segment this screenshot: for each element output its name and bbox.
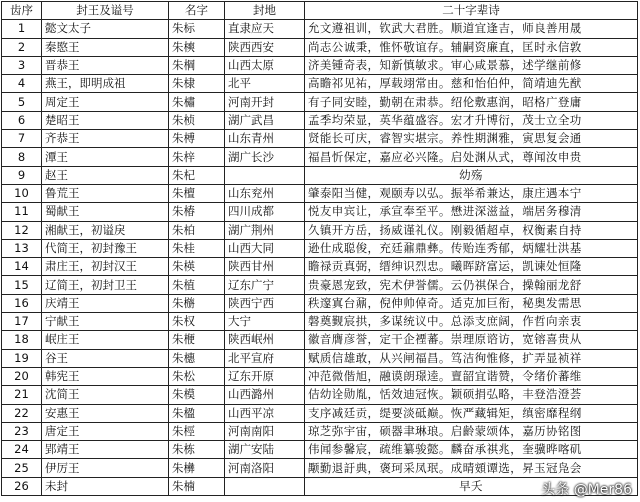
header-fief: 封地 bbox=[225, 2, 305, 20]
header-title: 封王及谥号 bbox=[42, 2, 169, 20]
cell-title: 燕王，即明成祖 bbox=[42, 75, 169, 93]
cell-order: 13 bbox=[2, 239, 42, 257]
cell-order: 23 bbox=[2, 422, 42, 440]
table-row bbox=[2, 148, 638, 166]
table-row bbox=[2, 349, 638, 367]
cell-title: 沈简王 bbox=[42, 386, 169, 404]
cell-fief: 辽东开原 bbox=[225, 367, 305, 385]
cell-title: 辽简王，初封卫王 bbox=[42, 276, 169, 294]
table-row bbox=[2, 184, 638, 202]
cell-name: 朱椿 bbox=[169, 203, 225, 221]
cell-fief: 山东青州 bbox=[225, 130, 305, 148]
table-row bbox=[2, 404, 638, 422]
cell-order: 7 bbox=[2, 130, 42, 148]
cell-name: 朱桢 bbox=[169, 111, 225, 129]
cell-name: 朱橞 bbox=[169, 349, 225, 367]
cell-order: 5 bbox=[2, 93, 42, 111]
cell-name: 朱橚 bbox=[169, 93, 225, 111]
cell-fief: 河南开封 bbox=[225, 93, 305, 111]
cell-order: 1 bbox=[2, 20, 42, 38]
cell-name: 朱模 bbox=[169, 386, 225, 404]
cell-order: 11 bbox=[2, 203, 42, 221]
cell-title: 未封 bbox=[42, 477, 169, 495]
cell-order: 12 bbox=[2, 221, 42, 239]
cell-name: 朱棣 bbox=[169, 75, 225, 93]
cell-name: 朱楠 bbox=[169, 477, 225, 495]
header-order: 齿序 bbox=[2, 2, 42, 20]
cell-name: 朱标 bbox=[169, 20, 225, 38]
cell-poem: 赋质信雄敢，从兴闸福昌。笃洁徇惟修，扩弄显祯祥 bbox=[305, 349, 638, 367]
cell-name: 朱植 bbox=[169, 276, 225, 294]
cell-order: 24 bbox=[2, 441, 42, 459]
cell-fief: 山东兖州 bbox=[225, 184, 305, 202]
table-row bbox=[2, 20, 638, 38]
cell-poem: 高瞻祁见祐，厚载翊常由。慈和怡伯仲，简靖迪先猷 bbox=[305, 75, 638, 93]
cell-order: 18 bbox=[2, 331, 42, 349]
table-row bbox=[2, 221, 638, 239]
cell-order: 16 bbox=[2, 294, 42, 312]
cell-title: 晋恭王 bbox=[42, 56, 169, 74]
cell-order: 15 bbox=[2, 276, 42, 294]
cell-poem: 贤能长可庆，睿智实堪宗。养性期渊雅，寅思复会通 bbox=[305, 130, 638, 148]
cell-poem: 肇泰阳当健，观颐寿以弘。振举希兼达，康庄遇本宁 bbox=[305, 184, 638, 202]
cell-fief: 湖广长沙 bbox=[225, 148, 305, 166]
table-row bbox=[2, 111, 638, 129]
cell-poem: 瞻禄贡真弼，缙绅识烈忠。曦晖跻富运，凯谏处恒隆 bbox=[305, 258, 638, 276]
cell-name: 朱桱 bbox=[169, 422, 225, 440]
cell-fief: 直隶应天 bbox=[225, 20, 305, 38]
cell-order: 6 bbox=[2, 111, 42, 129]
cell-poem: 悦友申宾让，承宣奉至平。懋进深滋益，端居务穆清 bbox=[305, 203, 638, 221]
cell-fief: 河南南阳 bbox=[225, 422, 305, 440]
cell-name: 朱杞 bbox=[169, 166, 225, 184]
cell-fief: 山西潞州 bbox=[225, 386, 305, 404]
cell-title: 赵王 bbox=[42, 166, 169, 184]
cell-poem: 冲范微偕旭，融谟朗璟逵。亶韶宜谐赞，令绪价蕃维 bbox=[305, 367, 638, 385]
cell-order: 22 bbox=[2, 404, 42, 422]
cell-fief: 北平宣府 bbox=[225, 349, 305, 367]
cell-title: 鲁荒王 bbox=[42, 184, 169, 202]
cell-order: 10 bbox=[2, 184, 42, 202]
cell-title: 秦愍王 bbox=[42, 38, 169, 56]
table-row bbox=[2, 386, 638, 404]
cell-poem: 福昌忻保定，嘉应必兴隆。启处渊从式，尊闻汝申贵 bbox=[305, 148, 638, 166]
cell-name: 朱棡 bbox=[169, 56, 225, 74]
cell-order: 2 bbox=[2, 38, 42, 56]
cell-order: 14 bbox=[2, 258, 42, 276]
cell-poem: 允文遵祖训，钦武大君胜。顺道宜逢吉，师良善用晟 bbox=[305, 20, 638, 38]
cell-title: 肃庄王，初封汉王 bbox=[42, 258, 169, 276]
cell-order: 9 bbox=[2, 166, 42, 184]
cell-order: 20 bbox=[2, 367, 42, 385]
cell-fief: 四川成都 bbox=[225, 203, 305, 221]
cell-title: 伊厉王 bbox=[42, 459, 169, 477]
cell-name: 朱榑 bbox=[169, 130, 225, 148]
cell-title: 湘献王，初谥戾 bbox=[42, 221, 169, 239]
cell-fief: 大宁 bbox=[225, 313, 305, 331]
cell-title: 齐恭王 bbox=[42, 130, 169, 148]
table-row bbox=[2, 38, 638, 56]
cell-title: 谷王 bbox=[42, 349, 169, 367]
cell-fief: 湖广荆州 bbox=[225, 221, 305, 239]
cell-title: 郢靖王 bbox=[42, 441, 169, 459]
table-row bbox=[2, 258, 638, 276]
cell-order: 25 bbox=[2, 459, 42, 477]
table-row bbox=[2, 93, 638, 111]
cell-poem: 逊仕成聪俊，充廷鼐鼎彝。传贻连秀郁，炳耀壮洪基 bbox=[305, 239, 638, 257]
table-row bbox=[2, 313, 638, 331]
cell-title: 蜀献王 bbox=[42, 203, 169, 221]
cell-poem: 尚志公诚秉，惟怀敬谊存。辅嗣资廉直，匡时永信敦 bbox=[305, 38, 638, 56]
cell-title: 安惠王 bbox=[42, 404, 169, 422]
cell-name: 朱㰘 bbox=[169, 459, 225, 477]
watermark: 头条 @Mer86 bbox=[541, 482, 632, 498]
cell-fief: 辽东广宁 bbox=[225, 276, 305, 294]
cell-fief: 北平 bbox=[225, 75, 305, 93]
table-row bbox=[2, 294, 638, 312]
cell-title: 庆靖王 bbox=[42, 294, 169, 312]
cell-poem: 伟闻参馨宸，疏维纂骏懿。麟奋承祺兆，奎骥晔喀矶 bbox=[305, 441, 638, 459]
cell-order: 26 bbox=[2, 477, 42, 495]
cell-order: 21 bbox=[2, 386, 42, 404]
cell-poem: 贵豪恩宠致，宪术伊誉儒。云仍祺保合，操翰丽龙舒 bbox=[305, 276, 638, 294]
cell-fief: 湖广安陆 bbox=[225, 441, 305, 459]
cell-fief bbox=[225, 166, 305, 184]
cell-fief: 山西平凉 bbox=[225, 404, 305, 422]
cell-fief: 湖广武昌 bbox=[225, 111, 305, 129]
cell-name: 朱权 bbox=[169, 313, 225, 331]
cell-name: 朱㮵 bbox=[169, 294, 225, 312]
cell-fief: 陕西宁西 bbox=[225, 294, 305, 312]
cell-order: 19 bbox=[2, 349, 42, 367]
table-row bbox=[2, 166, 638, 184]
cell-title: 懿文太子 bbox=[42, 20, 169, 38]
cell-title: 代简王，初封豫王 bbox=[42, 239, 169, 257]
cell-poem: 有子同安睦，勤朝在肃恭。绍伦敷惠润，昭格广登庸 bbox=[305, 93, 638, 111]
cell-fief: 陕西甘州 bbox=[225, 258, 305, 276]
cell-title: 楚昭王 bbox=[42, 111, 169, 129]
cell-poem: 久镇开方岳，扬威谨礼仪。刚毅循超卓，权衡素自持 bbox=[305, 221, 638, 239]
cell-name: 朱桂 bbox=[169, 239, 225, 257]
cell-fief: 山西太原 bbox=[225, 56, 305, 74]
cell-name: 朱楹 bbox=[169, 404, 225, 422]
cell-name: 朱柏 bbox=[169, 221, 225, 239]
cell-poem: 济美锺奇表，知新慎敏求。审心咸景慕，述学继前修 bbox=[305, 56, 638, 74]
cell-fief: 陕西西安 bbox=[225, 38, 305, 56]
cell-fief: 河南洛阳 bbox=[225, 459, 305, 477]
cell-title: 周定王 bbox=[42, 93, 169, 111]
table-row bbox=[2, 56, 638, 74]
cell-poem: 秩邃寘台鼐，倪伸帅倬奇。适克加巨衔，秘奥发需思 bbox=[305, 294, 638, 312]
table-row bbox=[2, 441, 638, 459]
cell-name: 朱梓 bbox=[169, 148, 225, 166]
header-poem: 二十字辈诗 bbox=[305, 2, 638, 20]
cell-name: 朱檀 bbox=[169, 184, 225, 202]
table-row bbox=[2, 276, 638, 294]
cell-poem: 徽音膺彦誉，定干企禋蕃。崇理原谘访，宽镕喜贵从 bbox=[305, 331, 638, 349]
cell-title: 宁献王 bbox=[42, 313, 169, 331]
princes-table bbox=[1, 1, 638, 496]
table-row bbox=[2, 459, 638, 477]
cell-name: 朱楩 bbox=[169, 331, 225, 349]
table-row bbox=[2, 422, 638, 440]
table-row bbox=[2, 75, 638, 93]
cell-poem: 支序减廷贡，缇要淡砥巅。恢严藏辑矩，缜密靡程纲 bbox=[305, 404, 638, 422]
header-name: 名字 bbox=[169, 2, 225, 20]
cell-order: 17 bbox=[2, 313, 42, 331]
cell-name: 朱樉 bbox=[169, 38, 225, 56]
cell-poem: 颙勤退訏典，褒珂采凤珉。成晴頞谭选，昇玉冠凫会 bbox=[305, 459, 638, 477]
table-row bbox=[2, 239, 638, 257]
cell-order: 8 bbox=[2, 148, 42, 166]
cell-poem: 幼殇 bbox=[305, 166, 638, 184]
cell-poem: 琼芝弥宇宙，硕器聿琳琅。启齡蒙颂体，嘉历协铭图 bbox=[305, 422, 638, 440]
cell-title: 韩宪王 bbox=[42, 367, 169, 385]
table-header-row bbox=[2, 2, 638, 20]
cell-order: 4 bbox=[2, 75, 42, 93]
cell-poem: 孟季均荣显，英华蕴盛容。宏才升博衍，茂士立全功 bbox=[305, 111, 638, 129]
cell-title: 岷庄王 bbox=[42, 331, 169, 349]
cell-name: 朱松 bbox=[169, 367, 225, 385]
table-row bbox=[2, 331, 638, 349]
cell-fief: 山西大同 bbox=[225, 239, 305, 257]
cell-title: 潭王 bbox=[42, 148, 169, 166]
cell-fief: 陕西岷州 bbox=[225, 331, 305, 349]
cell-poem: 早夭 bbox=[305, 477, 638, 495]
cell-name: 朱楧 bbox=[169, 258, 225, 276]
cell-poem: 佶幼诠勋胤，恬效迪冠恢。颖硕捐弘略，丰登浩澄荟 bbox=[305, 386, 638, 404]
table-row bbox=[2, 130, 638, 148]
cell-title: 唐定王 bbox=[42, 422, 169, 440]
cell-order: 3 bbox=[2, 56, 42, 74]
cell-fief bbox=[225, 477, 305, 495]
table-row bbox=[2, 203, 638, 221]
cell-poem: 磐奠觐宸拱，多谋统议中。总添支庶阔，作哲向亲衷 bbox=[305, 313, 638, 331]
table-row bbox=[2, 367, 638, 385]
cell-name: 朱栋 bbox=[169, 441, 225, 459]
